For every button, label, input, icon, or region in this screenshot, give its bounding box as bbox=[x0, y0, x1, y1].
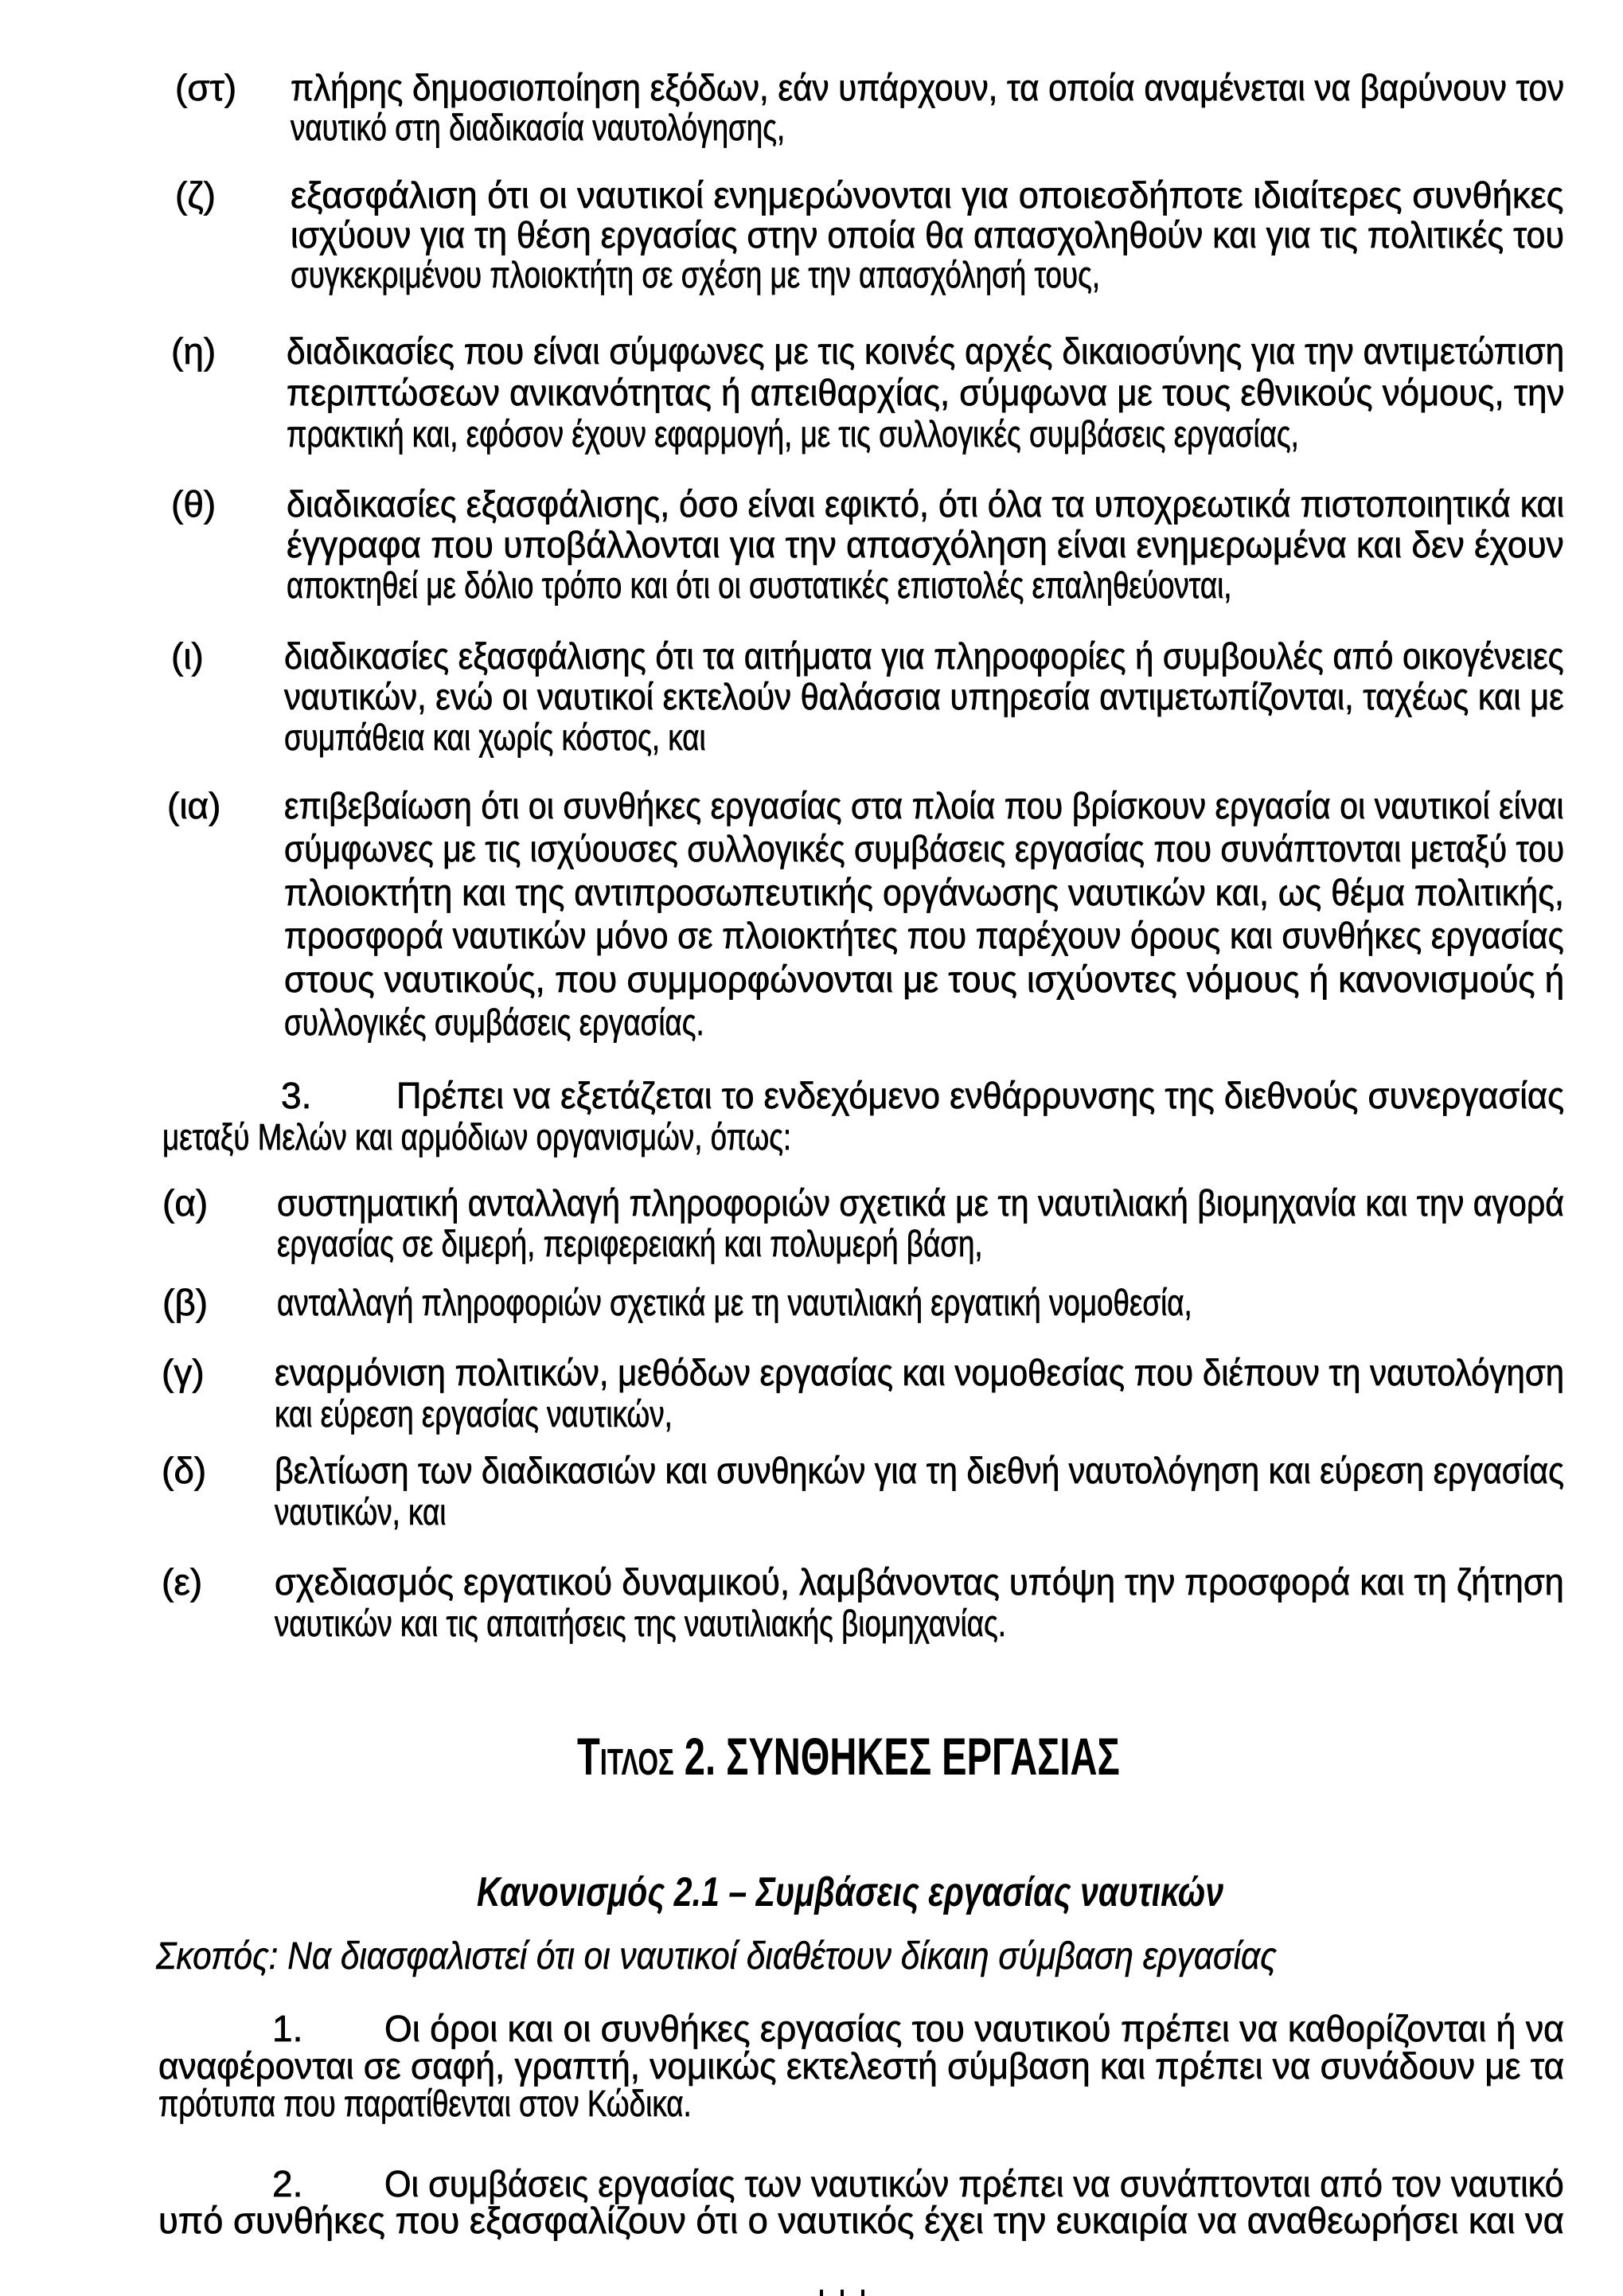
list-item-label: (στ) bbox=[175, 67, 237, 108]
list-item-text-line: πρακτική και, εφόσον έχουν εφαρμογή, με τις συλλογικές συμβάσεις εργασίας, bbox=[287, 413, 1299, 455]
purpose-statement: Σκοπός: Να διασφαλιστεί ότι οι ναυτικοί διαθέτουν δίκαιη σύμβαση εργασίας bbox=[156, 1935, 1277, 1978]
paragraph-text-line: υπό συνθήκες που εξασφαλίζουν ότι ο ναυτικός έχει την ευκαιρία να αναθεωρήσει και να bbox=[158, 2200, 1564, 2241]
paragraph-text-line: πρότυπα που παρατίθενται στον Κώδικα. bbox=[158, 2083, 692, 2124]
paragraph-number: 1. bbox=[272, 2008, 303, 2049]
list-item-text-line: συλλογικές συμβάσεις εργασίας. bbox=[284, 1002, 704, 1043]
regulation-heading: Κανονισμός 2.1 – Συμβάσεις εργασίας ναυτικών bbox=[477, 1869, 1224, 1915]
list-item-text-line: ναυτικό στη διαδικασία ναυτολόγησης, bbox=[291, 107, 786, 148]
list-item-text-line: και εύρεση εργασίας ναυτικών, bbox=[275, 1393, 673, 1435]
list-item-text-line: ανταλλαγή πληροφοριών σχετικά με τη ναυτιλιακή εργατική νομοθεσία, bbox=[277, 1282, 1192, 1323]
list-item-label: (η) bbox=[171, 330, 217, 372]
list-item-text-line: εργασίας σε διμερή, περιφερειακή και πολυμερή βάση, bbox=[277, 1223, 983, 1264]
paragraph-text-line: Οι συμβάσεις εργασίας των ναυτικών πρέπει να συνάπτονται από τον ναυτικό bbox=[384, 2163, 1564, 2204]
list-item-label: (ια) bbox=[167, 785, 221, 826]
list-item-text-line: ισχύουν για τη θέση εργασίας στην οποία θα απασχοληθούν και για τις πολιτικές του bbox=[291, 214, 1565, 256]
list-item-label: (β) bbox=[162, 1282, 209, 1323]
paragraph-text-line: μεταξύ Μελών και αρμόδιων οργανισμών, όπως: bbox=[162, 1116, 792, 1158]
list-item-text-line: ναυτικών, και bbox=[275, 1491, 447, 1533]
list-item-text-line: διαδικασίες εξασφάλισης, όσο είναι εφικτό, ότι όλα τα υποχρεωτικά πιστοποιητικά και bbox=[287, 483, 1565, 525]
list-item-text-line: προσφορά ναυτικών μόνο σε πλοιοκτήτες που παρέχουν όρους και συνθήκες εργασίας bbox=[284, 915, 1564, 957]
paragraph-text-line: αναφέρονται σε σαφή, γραπτή, νομικώς εκτελεστή σύμβαση και πρέπει να συνάδουν με τα bbox=[158, 2045, 1565, 2087]
list-item-text-line: διαδικασίες που είναι σύμφωνες με τις κοινές αρχές δικαιοσύνης για την αντιμετώπιση bbox=[287, 330, 1565, 372]
paragraph-number: 3. bbox=[281, 1075, 312, 1116]
list-item-text-line: ναυτικών και τις απαιτήσεις της ναυτιλιακής βιομηχανίας. bbox=[275, 1603, 1007, 1644]
list-item-text-line: αποκτηθεί με δόλιο τρόπο και ότι οι συστατικές επιστολές επαληθεύονται, bbox=[287, 564, 1232, 606]
list-item-text-line: συστηματική ανταλλαγή πληροφοριών σχετικά με τη ναυτιλιακή βιομηχανία και την αγορά bbox=[277, 1182, 1564, 1224]
list-item-text-line: πλήρης δημοσιοποίηση εξόδων, εάν υπάρχουν, τα οποία αναμένεται να βαρύνουν τον bbox=[291, 67, 1565, 108]
page-number-fragment bbox=[820, 2290, 868, 2296]
paragraph-text-line: Πρέπει να εξετάζεται το ενδεχόμενο ενθάρρυνσης της διεθνούς συνεργασίας bbox=[396, 1075, 1565, 1116]
list-item-text-line: ναυτικών, ενώ οι ναυτικοί εκτελούν θαλάσσια υπηρεσία αντιμετωπίζονται, ταχέως και με bbox=[284, 676, 1564, 717]
list-item-text-line: σχεδιασμός εργατικού δυναμικού, λαμβάνοντας υπόψη την προσφορά και τη ζήτηση bbox=[275, 1561, 1564, 1603]
list-item-text-line: διαδικασίες εξασφάλισης ότι τα αιτήματα για πληροφορίες ή συμβουλές από οικογένειες bbox=[284, 635, 1564, 677]
list-item-label: (δ) bbox=[162, 1450, 207, 1491]
list-item-label: (ζ) bbox=[175, 174, 216, 216]
list-item-text-line: έγγραφα που υποβάλλονται για την απασχόληση είναι ενημερωμένα και δεν έχουν bbox=[287, 524, 1564, 565]
list-item-text-line: εξασφάλιση ότι οι ναυτικοί ενημερώνονται για οποιεσδήποτε ιδιαίτερες συνθήκες bbox=[291, 174, 1564, 216]
list-item-label: (θ) bbox=[171, 483, 217, 525]
paragraph-number: 2. bbox=[272, 2163, 303, 2204]
list-item-label: (ε) bbox=[162, 1561, 203, 1603]
list-item-text-line: επιβεβαίωση ότι οι συνθήκες εργασίας στα πλοία που βρίσκουν εργασία οι ναυτικοί είναι bbox=[284, 785, 1564, 826]
section-title: Τιτλος 2. ΣΥΝΘΗΚΕΣ ΕΡΓΑΣΙΑΣ bbox=[577, 1727, 1120, 1786]
list-item-text-line: συγκεκριμένου πλοιοκτήτη σε σχέση με την απασχόλησή τους, bbox=[291, 254, 1101, 295]
list-item-label: (ι) bbox=[171, 635, 204, 677]
list-item-text-line: περιπτώσεων ανικανότητας ή απειθαρχίας, σύμφωνα με τους εθνικούς νόμους, την bbox=[287, 372, 1565, 413]
list-item-text-line: βελτίωση των διαδικασιών και συνθηκών για τη διεθνή ναυτολόγηση και εύρεση εργασίας bbox=[275, 1450, 1565, 1491]
list-item-text-line: πλοιοκτήτη και της αντιπροσωπευτικής οργάνωσης ναυτικών και, ως θέμα πολιτικής, bbox=[284, 871, 1564, 913]
list-item-label: (γ) bbox=[162, 1352, 205, 1393]
list-item-text-line: συμπάθεια και χωρίς κόστος, και bbox=[284, 717, 706, 758]
paragraph-text-line: Οι όροι και οι συνθήκες εργασίας του ναυτικού πρέπει να καθορίζονται ή να bbox=[384, 2008, 1564, 2049]
list-item-label: (α) bbox=[162, 1182, 209, 1224]
list-item-text-line: σύμφωνες με τις ισχύουσες συλλογικές συμβάσεις εργασίας που συνάπτονται μεταξύ του bbox=[284, 828, 1565, 870]
list-item-text-line: στους ναυτικούς, που συμμορφώνονται με τους ισχύοντες νόμους ή κανονισμούς ή bbox=[284, 958, 1565, 1000]
list-item-text-line: εναρμόνιση πολιτικών, μεθόδων εργασίας και νομοθεσίας που διέπουν τη ναυτολόγηση bbox=[275, 1352, 1565, 1393]
